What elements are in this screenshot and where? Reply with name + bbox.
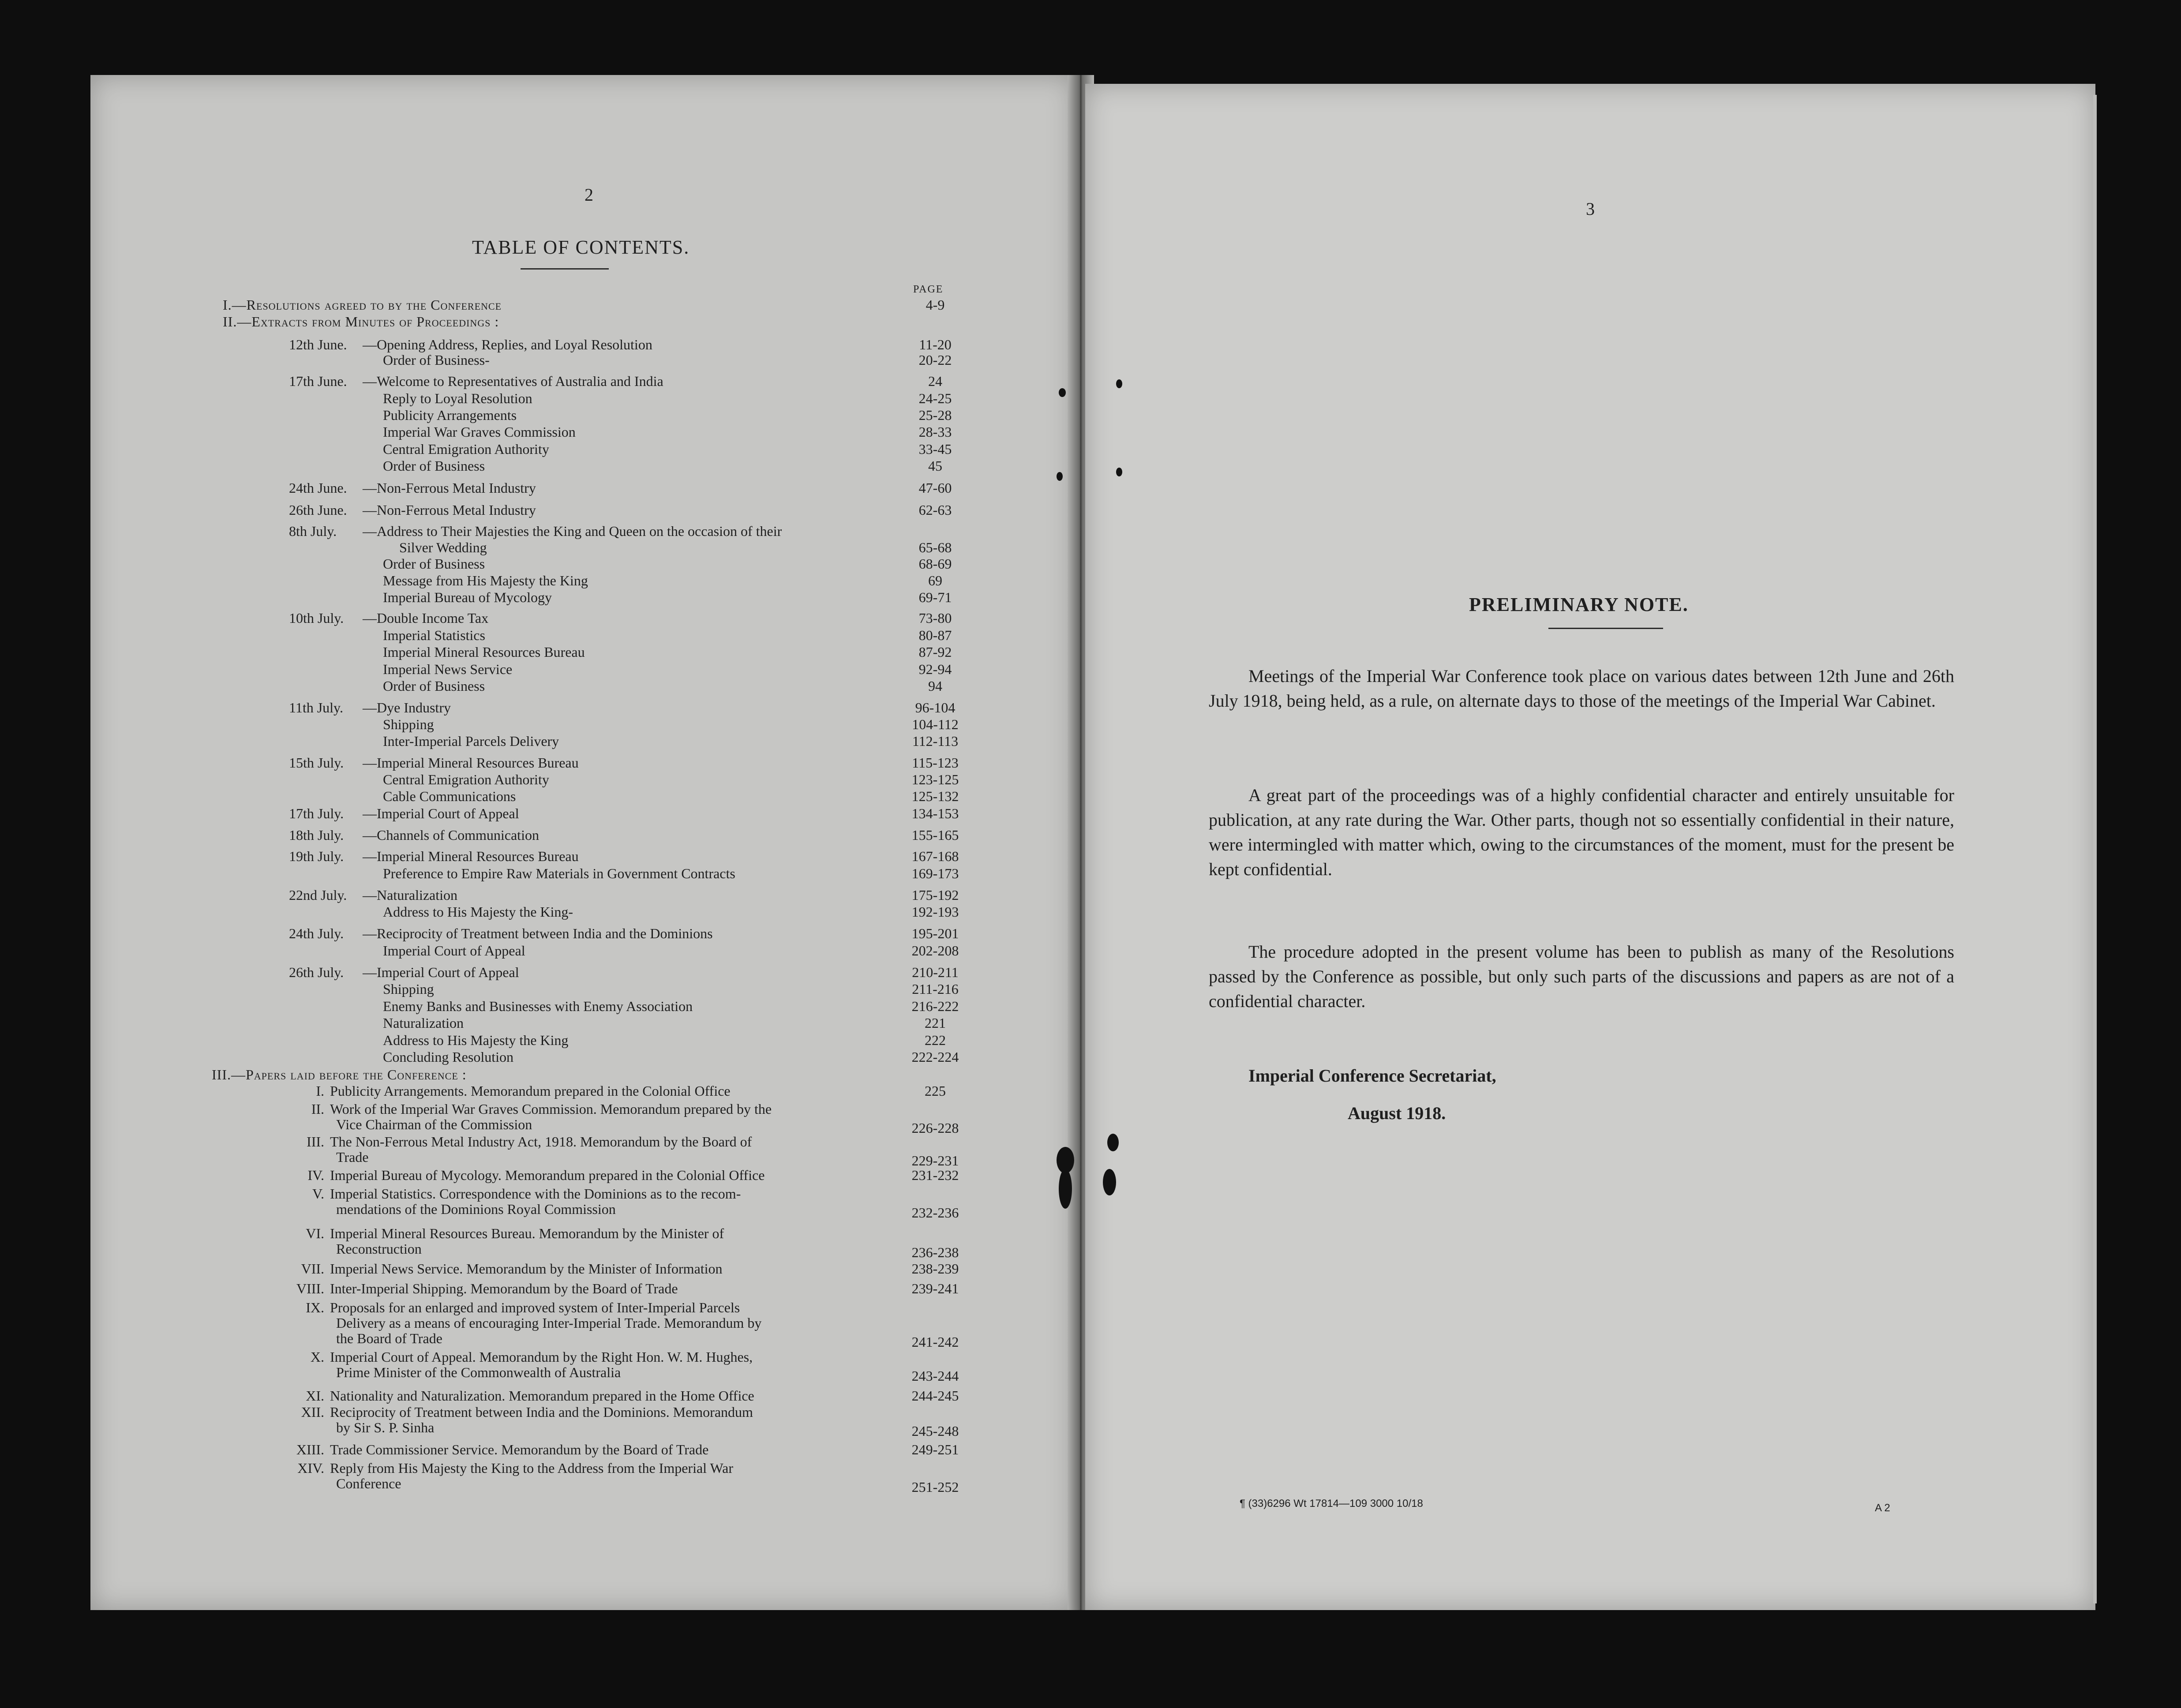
page-ref: 62-63 — [918, 502, 952, 518]
entry-date: 19th July. — [289, 848, 344, 864]
binding-hole — [1116, 379, 1122, 388]
signature-date: August 1918. — [1348, 1103, 1446, 1123]
page-ref: 28-33 — [918, 424, 952, 440]
page-ref: 11-20 — [919, 337, 952, 352]
entry-title: —Welcome to Representatives of Australia and India — [363, 373, 663, 389]
page-ref: 202-208 — [911, 943, 959, 959]
page-ref: 238-239 — [911, 1261, 959, 1277]
title-rule — [521, 268, 609, 270]
paper-number: VIII. — [296, 1281, 324, 1296]
page-ref: 96-104 — [915, 700, 956, 715]
page-ref: 115-123 — [912, 755, 959, 771]
entry-title: Central Emigration Authority — [383, 441, 549, 457]
paper-number: X. — [310, 1349, 324, 1365]
page-ref: 216-222 — [911, 998, 959, 1014]
bleed-through-text — [1235, 247, 1240, 268]
entry-title: Order of Business — [383, 678, 485, 694]
entry-title: —Double Income Tax — [363, 610, 489, 626]
entry-title: —Imperial Mineral Resources Bureau — [363, 848, 579, 864]
entry-title: —Address to Their Majesties the King and Queen on the occasion of their — [363, 523, 782, 539]
entry-title: —Imperial Court of Appeal — [363, 964, 519, 980]
page-ref: 195-201 — [911, 925, 959, 941]
page-ref: 222-224 — [911, 1049, 959, 1065]
entry-title: —Reciprocity of Treatment between India and the Dominions — [363, 925, 713, 941]
entry-title: Imperial Bureau of Mycology — [383, 589, 552, 605]
binding-hole — [1116, 468, 1122, 476]
page-ref: 25-28 — [918, 407, 952, 423]
page-ref: 226-228 — [911, 1120, 959, 1136]
page-ref: 249-251 — [911, 1442, 959, 1457]
paper-title: Proposals for an enlarged and improved system of Inter-Imperial Parcels — [330, 1300, 740, 1315]
paper-number: XIV. — [297, 1460, 324, 1476]
entry-title: Imperial War Graves Commission — [383, 424, 576, 440]
title-rule — [1548, 628, 1663, 629]
section-heading: II.—Extracts from Minutes of Proceedings : — [223, 314, 499, 330]
paper-title: Imperial News Service. Memorandum by the Minister of Information — [330, 1261, 723, 1277]
paper-title: mendations of the Dominions Royal Commission — [336, 1201, 616, 1217]
entry-title: Imperial News Service — [383, 661, 513, 677]
page-ref: 92-94 — [918, 661, 952, 677]
entry-title: —Non-Ferrous Metal Industry — [363, 480, 536, 496]
page-ref: 73-80 — [918, 610, 952, 626]
page-ref: 69-71 — [918, 589, 952, 605]
page-ref: 20-22 — [918, 352, 952, 368]
entry-title: —Non-Ferrous Metal Industry — [363, 502, 536, 518]
paper-number: VII. — [301, 1261, 324, 1277]
ink-blot — [1059, 1169, 1072, 1209]
paper-title: Imperial Bureau of Mycology. Memorandum prepared in the Colonial Office — [330, 1167, 765, 1183]
page-ref: 225 — [925, 1083, 946, 1099]
binding-hole — [1059, 388, 1066, 397]
page-edge — [2093, 95, 2097, 1603]
entry-date: 24th July. — [289, 925, 344, 941]
page-ref: 245-248 — [911, 1423, 959, 1439]
ink-blot — [1107, 1134, 1119, 1151]
paper-title: Nationality and Naturalization. Memorandum prepared in the Home Office — [330, 1388, 754, 1404]
paper-number: VI. — [306, 1225, 324, 1241]
entry-date: 22nd July. — [289, 887, 347, 903]
printer-imprint: ¶ (33)6296 Wt 17814—109 3000 10/18 — [1240, 1498, 1423, 1509]
section-heading: III.—Papers laid before the Conference : — [212, 1067, 467, 1082]
paper-title: the Board of Trade — [336, 1330, 442, 1346]
paper-title: Reply from His Majesty the King to the Address from the Imperial War — [330, 1460, 733, 1476]
page-ref: 94 — [928, 678, 942, 694]
page-ref: 243-244 — [911, 1368, 959, 1384]
paper-title: Work of the Imperial War Graves Commission. Memorandum prepared by the — [330, 1101, 772, 1117]
entry-date: 17th July. — [289, 805, 344, 821]
entry-title: Naturalization — [383, 1015, 464, 1031]
entry-title: —Imperial Mineral Resources Bureau — [363, 755, 579, 771]
entry-title: Enemy Banks and Businesses with Enemy Association — [383, 998, 693, 1014]
paper-number: XI. — [306, 1388, 324, 1404]
paper-title: Imperial Court of Appeal. Memorandum by the Right Hon. W. M. Hughes, — [330, 1349, 753, 1365]
binding-hole — [1057, 472, 1063, 481]
page-ref: 167-168 — [911, 848, 959, 864]
paper-title: Delivery as a means of encouraging Inter-Imperial Trade. Memorandum by — [336, 1315, 762, 1331]
entry-title: Imperial Court of Appeal — [383, 943, 525, 959]
paper-title: by Sir S. P. Sinha — [336, 1420, 435, 1435]
entry-title: Cable Communications — [383, 788, 516, 804]
entry-date: 26th July. — [289, 964, 344, 980]
page-ref: 65-68 — [918, 539, 952, 555]
page-number: 3 — [1586, 199, 1595, 219]
entry-title: Concluding Resolution — [383, 1049, 513, 1065]
paper-number: II. — [311, 1101, 324, 1117]
entry-title: Address to His Majesty the King — [383, 1032, 569, 1048]
paper-title: Imperial Mineral Resources Bureau. Memorandum by the Minister of — [330, 1225, 724, 1241]
entry-date: 8th July. — [289, 523, 337, 539]
page-number: 2 — [585, 185, 593, 205]
entry-date: 26th June. — [289, 502, 347, 518]
paper-number: III. — [307, 1134, 324, 1150]
page-ref: 104-112 — [912, 716, 959, 732]
entry-title: Shipping — [383, 981, 434, 997]
entry-title: Silver Wedding — [399, 539, 487, 555]
entry-title: Preference to Empire Raw Materials in Government Contracts — [383, 865, 735, 881]
page-column-header: PAGE — [913, 284, 944, 295]
entry-title: —Naturalization — [363, 887, 458, 903]
entry-date: 11th July. — [289, 700, 343, 715]
entry-title: Address to His Majesty the King- — [383, 904, 573, 920]
page-ref: 211-216 — [912, 981, 959, 997]
page-ref: 222 — [925, 1032, 946, 1048]
page-ref: 251-252 — [911, 1479, 959, 1495]
entry-title: Order of Business — [383, 556, 485, 572]
page-ref: 134-153 — [911, 805, 959, 821]
section-heading: I.—Resolutions agreed to by the Conference — [223, 297, 502, 313]
section-title: PRELIMINARY NOTE. — [1469, 594, 1689, 615]
paper-title: Reconstruction — [336, 1241, 422, 1257]
page-ref: 241-242 — [911, 1334, 959, 1350]
paragraph: Meetings of the Imperial War Conference took place on various dates between 12th June and 26th July 1918, being held, as a rule, on alternate days to those of the meetings of the Imperial War Cabinet. — [1209, 666, 1954, 711]
entry-title: Message from His Majesty the King — [383, 573, 588, 588]
page-ref: 239-241 — [911, 1281, 959, 1296]
signature-line: Imperial Conference Secretariat, — [1248, 1066, 1496, 1086]
entry-title: —Channels of Communication — [363, 827, 539, 843]
entry-title: Central Emigration Authority — [383, 772, 549, 787]
page-ref: 24-25 — [918, 390, 952, 406]
paper-title: Trade — [336, 1149, 369, 1165]
paragraph: The procedure adopted in the present volume has been to publish as many of the Resolutions passed by the Conference as possible, but only such parts of the discussions and papers as are not of a confidential character. — [1209, 942, 1954, 1011]
page-ref: 232-236 — [911, 1205, 959, 1221]
page-ref: 112-113 — [912, 733, 959, 749]
entry-title: Order of Business- — [383, 352, 490, 368]
page-ref: 125-132 — [911, 788, 959, 804]
entry-title: Reply to Loyal Resolution — [383, 390, 532, 406]
page-ref: 69 — [928, 573, 942, 588]
entry-date: 12th June. — [289, 337, 347, 352]
entry-title: Shipping — [383, 716, 434, 732]
page-ref: 87-92 — [918, 644, 952, 660]
paper-number: IX. — [306, 1300, 324, 1315]
paper-title: Publicity Arrangements. Memorandum prepared in the Colonial Office — [330, 1083, 731, 1099]
page-ref: 47-60 — [918, 480, 952, 496]
paper-number: XII. — [301, 1404, 324, 1420]
paper-number: IV. — [307, 1167, 324, 1183]
page-ref: 4-9 — [926, 297, 945, 313]
ink-blot — [1103, 1169, 1116, 1195]
paper-title: Inter-Imperial Shipping. Memorandum by the Board of Trade — [330, 1281, 678, 1296]
page-ref: 155-165 — [911, 827, 959, 843]
paper-title: Imperial Statistics. Correspondence with the Dominions as to the recom- — [330, 1186, 741, 1202]
paper-title: Conference — [336, 1476, 401, 1491]
page-ref: 231-232 — [911, 1167, 959, 1183]
page-ref: 221 — [925, 1015, 946, 1031]
paper-number: I. — [316, 1083, 324, 1099]
signature-mark: A 2 — [1875, 1502, 1890, 1514]
entry-title: Publicity Arrangements — [383, 407, 517, 423]
paper-title: Reciprocity of Treatment between India and the Dominions. Memorandum — [330, 1404, 753, 1420]
page-title: TABLE OF CONTENTS. — [472, 236, 690, 258]
entry-title: —Imperial Court of Appeal — [363, 805, 519, 821]
entry-date: 17th June. — [289, 373, 347, 389]
page-ref: 45 — [928, 458, 942, 474]
entry-title: Order of Business — [383, 458, 485, 474]
entry-title: Imperial Statistics — [383, 627, 485, 643]
page-ref: 80-87 — [918, 627, 952, 643]
entry-title: —Dye Industry — [363, 700, 451, 715]
page-ref: 123-125 — [911, 772, 959, 787]
paper-number: V. — [312, 1186, 324, 1202]
paper-title: The Non-Ferrous Metal Industry Act, 1918. Memorandum by the Board of — [330, 1134, 752, 1150]
paper-number: XIII. — [296, 1442, 324, 1457]
entry-title: —Opening Address, Replies, and Loyal Resolution — [363, 337, 652, 352]
entry-title: Imperial Mineral Resources Bureau — [383, 644, 585, 660]
page-ref: 192-193 — [911, 904, 959, 920]
page-ref: 210-211 — [912, 964, 959, 980]
entry-date: 24th June. — [289, 480, 347, 496]
page-ref: 236-238 — [911, 1244, 959, 1260]
page-ref: 175-192 — [911, 887, 959, 903]
paragraph: A great part of the proceedings was of a highly confidential character and entirely unsuitable for publication, at any rate during the War. Other parts, though not so essentially confidential in their nature, were intermingled with matter which, owing to the circumstances of the moment, must for the present be kept confidential. — [1209, 785, 1954, 879]
entry-date: 15th July. — [289, 755, 344, 771]
page-ref: 33-45 — [918, 441, 952, 457]
paper-title: Trade Commissioner Service. Memorandum by the Board of Trade — [330, 1442, 709, 1457]
entry-date: 18th July. — [289, 827, 344, 843]
page-ref: 244-245 — [911, 1388, 959, 1404]
entry-title: Inter-Imperial Parcels Delivery — [383, 733, 559, 749]
page-ref: 24 — [928, 373, 942, 389]
page-ref: 229-231 — [911, 1153, 959, 1169]
paper-title: Prime Minister of the Commonwealth of Australia — [336, 1364, 621, 1380]
page-ref: 169-173 — [911, 865, 959, 881]
entry-date: 10th July. — [289, 610, 344, 626]
paper-title: Vice Chairman of the Commission — [336, 1116, 532, 1132]
page-ref: 68-69 — [918, 556, 952, 572]
